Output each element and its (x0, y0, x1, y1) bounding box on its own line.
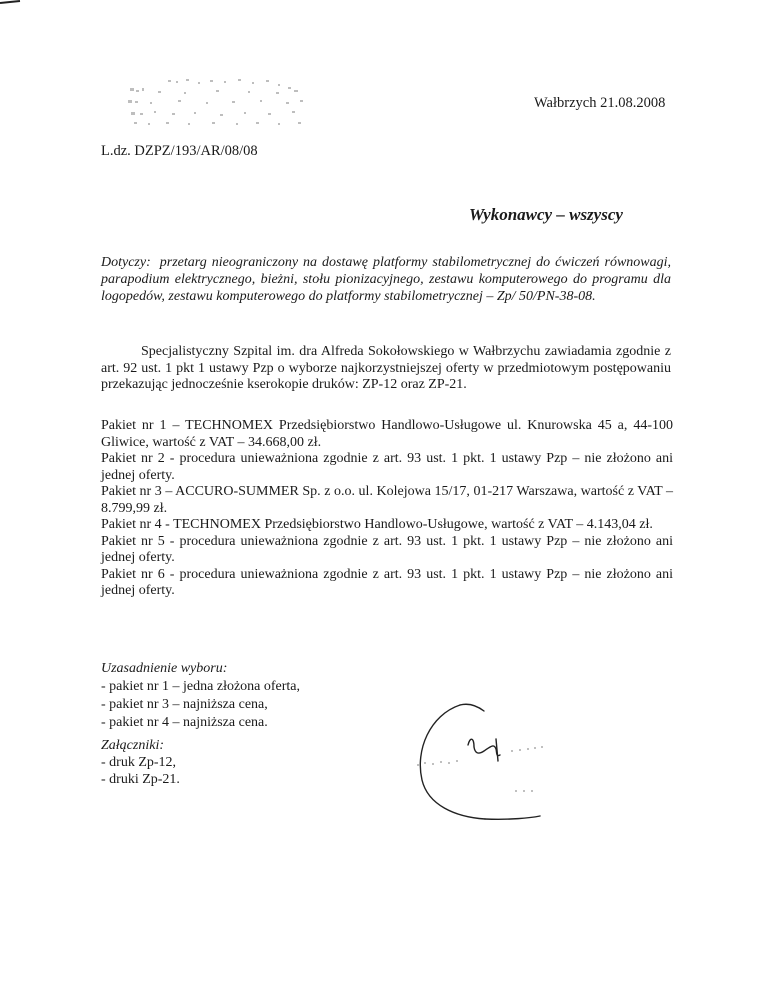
subject-block (101, 254, 671, 305)
handwritten-signature (400, 695, 600, 835)
attachment-item-2: - druki Zp-21. (101, 772, 180, 787)
justification-item-3: - pakiet nr 4 – najniższa cena. (101, 715, 268, 730)
scan-corner-mark (0, 0, 22, 6)
package-item-4: Pakiet nr 4 - TECHNOMEX Przedsiębiorstwo Handlowo-Usługowe, wartość z VAT – 4.143,04 zł. (101, 517, 653, 532)
justification-heading: Uzasadnienie wyboru: (101, 661, 228, 676)
package-item-1: Pakiet nr 1 – TECHNOMEX Przedsiębiorstwo Handlowo-Usługowe ul. Knurowska 45 a, 44-100 Gliwice, wartość z VAT – 34.668,00 zł. (101, 418, 673, 450)
subject-prefix: Dotyczy: (101, 255, 151, 270)
package-item-6: Pakiet nr 6 - procedura unieważniona zgodnie z art. 93 ust. 1 pkt. 1 ustawy Pzp – nie złożono ani jednej oferty. (101, 566, 673, 598)
attachment-item-1: - druk Zp-12, (101, 755, 177, 770)
justification-item-2: - pakiet nr 3 – najniższa cena, (101, 697, 268, 712)
package-item-3: Pakiet nr 3 – ACCURO-SUMMER Sp. z o.o. ul. Kolejowa 15/17, 01-217 Warszawa, wartość z VAT – 8.799,99 zł. (101, 484, 673, 516)
justification-item-1: - pakiet nr 1 – jedna złożona oferta, (101, 679, 301, 694)
package-item-5: Pakiet nr 5 - procedura unieważniona zgodnie z art. 93 ust. 1 pkt. 1 ustawy Pzp – nie złożono ani jednej oferty. (101, 533, 673, 565)
subject-text: przetarg nieograniczony na dostawę platformy stabilometrycznej do ćwiczeń równowagi, parapodium elektrycznego, bieżni, stołu pionizacyjnego, zestawu komputerowego do programu dla logopedów, zestawu komputerowego do platformy stabilometrycznej – Zp/ 50/PN-38-08. (101, 255, 672, 304)
attachments-block (101, 737, 401, 788)
package-item-2: Pakiet nr 2 - procedura unieważniona zgodnie z art. 93 ust. 1 pkt. 1 ustawy Pzp – nie złożono ani jednej oferty. (101, 451, 673, 483)
faded-stamp (128, 78, 308, 130)
recipient-heading: Wykonawcy – wszyscy (469, 205, 623, 224)
intro-paragraph: Specjalistyczny Szpital im. dra Alfreda Sokołowskiego w Wałbrzychu zawiadamia zgodnie z art. 92 ust. 1 pkt 1 ustawy Pzp o wyborze najkorzystniejszej oferty w przedmiotowym postępowaniu przekazując jednocześnie kserokopie druków: ZP-12 oraz ZP-21. (101, 344, 671, 392)
attachments-heading: Załączniki: (101, 738, 164, 753)
packages-list (101, 418, 673, 600)
place-and-date: Wałbrzych 21.08.2008 (534, 95, 666, 111)
reference-number: L.dz. DZPZ/193/AR/08/08 (101, 143, 258, 159)
